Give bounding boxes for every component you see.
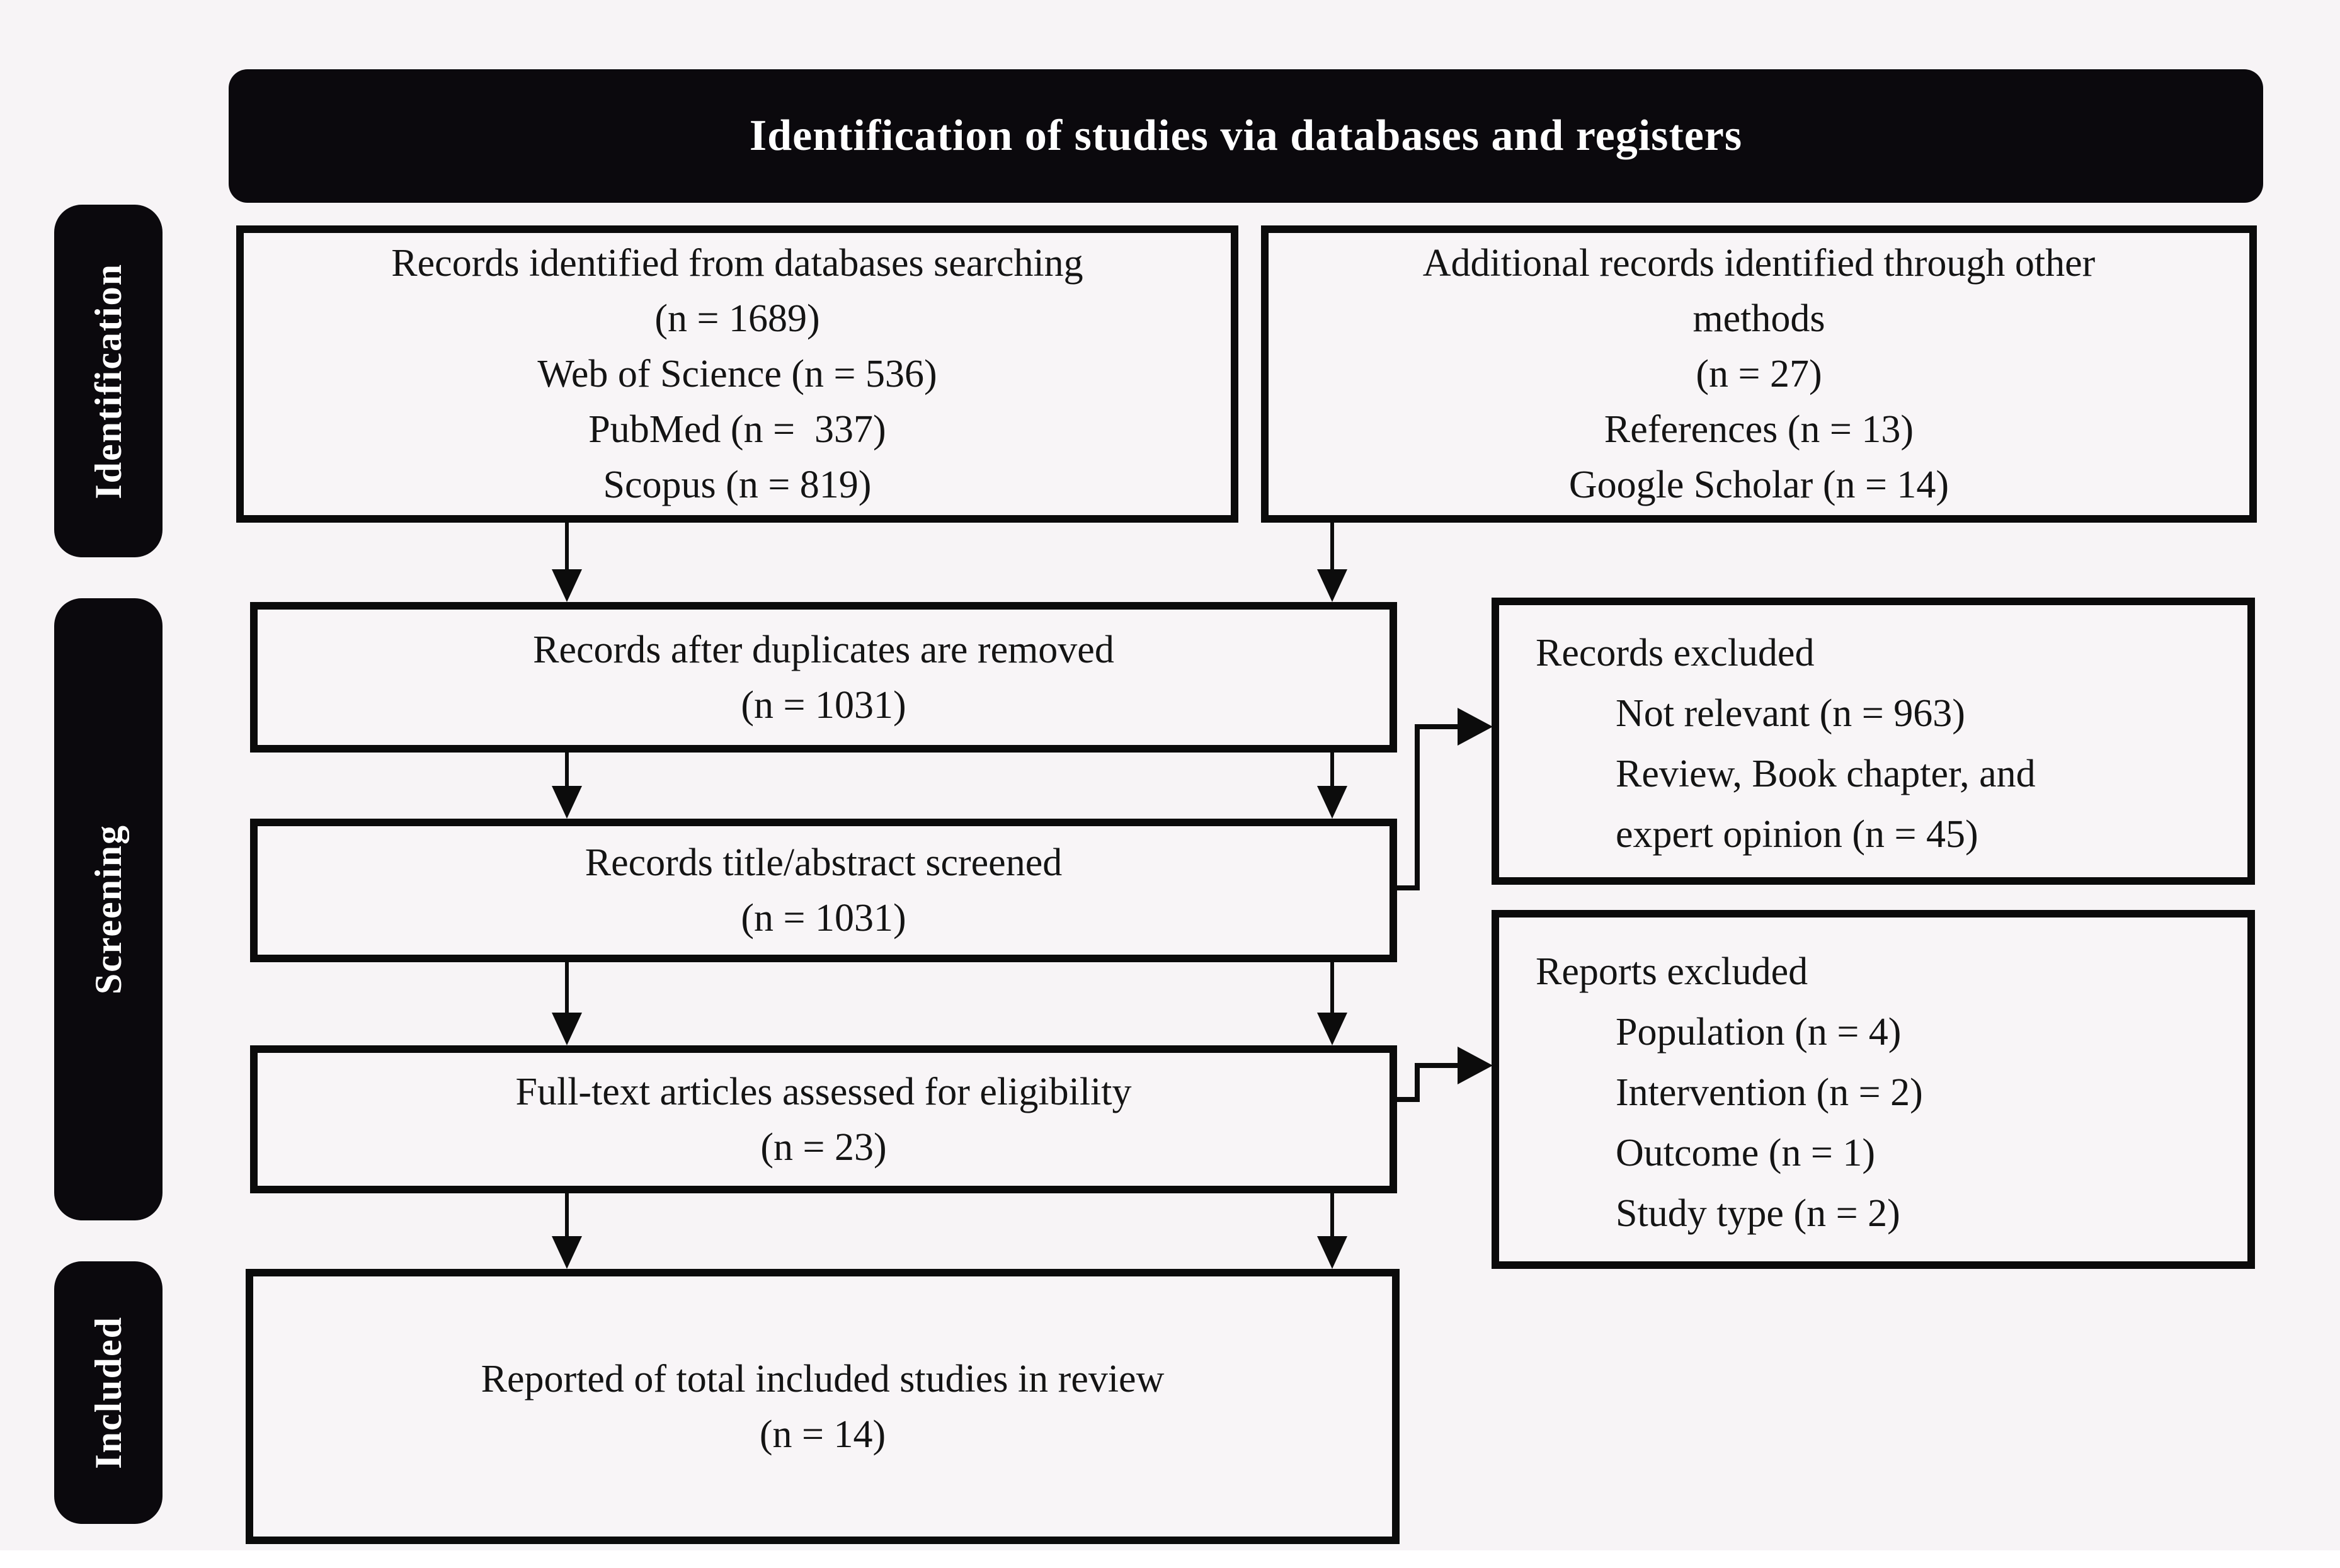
box-text-line: (n = 23) (760, 1125, 887, 1169)
box-included-in-review (246, 1269, 1400, 1544)
box-text-line: methods (1692, 297, 1825, 340)
arrowhead-duplicates-to-screened-left (552, 786, 582, 819)
box-records-identified-databases (236, 225, 1238, 523)
arrowhead-reports-excluded (1458, 1047, 1493, 1084)
box-records-excluded (1492, 598, 2255, 885)
arrow-screened-to-fulltext-left (565, 962, 569, 1014)
arrowhead-screened-to-fulltext-left (552, 1013, 582, 1045)
box-text-line: Records after duplicates are removed (533, 628, 1114, 671)
box-title-abstract-screened (250, 819, 1397, 962)
arrowhead-duplicates-to-screened-right (1317, 786, 1347, 819)
stage-label-identification: Identification (87, 263, 129, 499)
exclusion-item: Population (n = 4) (1616, 1011, 1902, 1054)
box-text-line: Additional records identified through other (1422, 242, 2096, 285)
stage-band-identification (54, 205, 163, 557)
connector-fulltext-to-reports-excluded (1415, 1063, 1460, 1068)
arrowhead-fulltext-to-included-right (1317, 1236, 1347, 1269)
arrow-duplicates-to-screened-right (1330, 753, 1334, 787)
box-text-line: Full-text articles assessed for eligibility (515, 1070, 1132, 1113)
arrow-databases-to-duplicates (565, 523, 569, 571)
connector-fulltext-to-reports-excluded (1415, 1063, 1420, 1102)
box-fulltext-assessed (250, 1045, 1397, 1193)
arrowhead-fulltext-to-included-left (552, 1236, 582, 1269)
box-text-line: (n = 1031) (741, 897, 906, 940)
arrow-fulltext-to-included-left (565, 1193, 569, 1237)
stage-band-screening (54, 598, 163, 1220)
box-text-line: References (n = 13) (1604, 408, 1914, 451)
box-text-line: (n = 27) (1696, 353, 1822, 395)
arrow-screened-to-fulltext-right (1330, 962, 1334, 1014)
exclusion-item: Outcome (n = 1) (1616, 1132, 1876, 1174)
connector-screened-to-records-excluded (1415, 724, 1460, 729)
diagram-title-bar (229, 69, 2263, 203)
box-text-line: Scopus (n = 819) (603, 463, 872, 506)
connector-screened-to-records-excluded (1415, 724, 1420, 890)
box-text-line: Records title/abstract screened (585, 841, 1063, 884)
stage-label-included: Included (87, 1316, 129, 1469)
box-text-line: Web of Science (n = 536) (537, 353, 937, 395)
stage-label-screening: Screening (87, 824, 129, 995)
box-text-line: (n = 1689) (654, 297, 820, 340)
stage-band-included (54, 1261, 163, 1524)
arrow-duplicates-to-screened-left (565, 753, 569, 787)
box-reports-excluded (1492, 910, 2255, 1269)
arrowhead-screened-to-fulltext-right (1317, 1013, 1347, 1045)
box-text-line: PubMed (n = 337) (588, 408, 886, 451)
box-text-line: Records identified from databases searching (391, 242, 1083, 285)
exclusion-item: Review, Book chapter, and expert opinion (n = 45) (1616, 753, 2036, 856)
exclusion-item: Not relevant (n = 963) (1616, 692, 1965, 735)
arrowhead-records-excluded (1458, 708, 1493, 746)
arrowhead-databases-to-duplicates (552, 569, 582, 602)
box-records-after-duplicates-removed (250, 602, 1397, 753)
box-text-line: (n = 1031) (741, 683, 906, 727)
exclusion-heading: Reports excluded (1536, 950, 1808, 993)
exclusion-item: Intervention (n = 2) (1616, 1071, 1923, 1114)
arrow-fulltext-to-included-right (1330, 1193, 1334, 1237)
exclusion-item: Study type (n = 2) (1616, 1192, 1900, 1235)
page-bottom-margin (0, 1550, 2340, 1568)
box-text-line: Reported of total included studies in review (481, 1357, 1165, 1400)
arrowhead-other-to-duplicates (1317, 569, 1347, 602)
diagram-title: Identification of studies via databases and registers (749, 111, 1743, 160)
arrow-other-to-duplicates (1330, 523, 1334, 571)
box-text-line: Google Scholar (n = 14) (1568, 463, 1949, 506)
box-text-line: (n = 14) (759, 1412, 886, 1456)
exclusion-heading: Records excluded (1536, 632, 1815, 674)
box-additional-records-other-methods (1261, 225, 2257, 523)
